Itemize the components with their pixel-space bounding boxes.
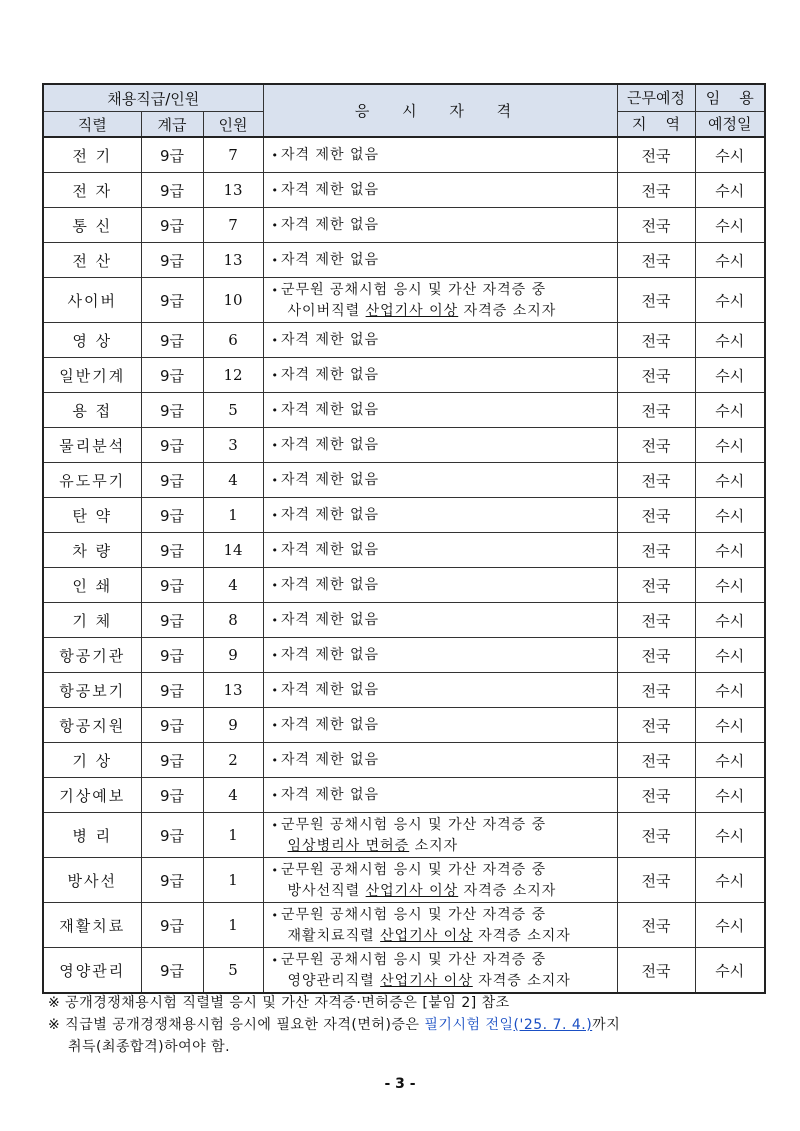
table-row xyxy=(43,813,765,858)
bullet-icon: • xyxy=(271,148,280,162)
count-cell: 4 xyxy=(203,463,263,498)
count-cell: 1 xyxy=(203,498,263,533)
job-cell: 사이버 xyxy=(43,278,141,323)
bullet-icon: • xyxy=(271,508,280,522)
recruitment-table-container xyxy=(42,83,764,994)
bullet-icon: • xyxy=(271,908,280,922)
qualification-underlined: 임상병리사 면허증 xyxy=(287,837,410,854)
qualification-text: 자격 제한 없음 xyxy=(281,576,380,593)
bullet-icon: • xyxy=(271,218,280,232)
grade-cell: 9급 xyxy=(141,813,203,858)
region-cell: 전국 xyxy=(617,137,695,173)
job-cell: 전 자 xyxy=(43,173,141,208)
region-cell: 전국 xyxy=(617,323,695,358)
table-row xyxy=(43,137,765,173)
job-cell: 일반기계 xyxy=(43,358,141,393)
grade-cell: 9급 xyxy=(141,708,203,743)
count-cell: 12 xyxy=(203,358,263,393)
qualification-line-1 xyxy=(272,280,617,301)
job-cell: 인 쇄 xyxy=(43,568,141,603)
qualification-line-1 xyxy=(272,860,617,881)
job-cell: 전 기 xyxy=(43,137,141,173)
table-row xyxy=(43,173,765,208)
count-cell: 3 xyxy=(203,428,263,463)
bullet-icon: • xyxy=(271,578,280,592)
count-cell: 6 xyxy=(203,323,263,358)
count-cell: 4 xyxy=(203,568,263,603)
table-row xyxy=(43,568,765,603)
bullet-icon: • xyxy=(271,283,280,297)
grade-cell: 9급 xyxy=(141,358,203,393)
job-cell: 항공기관 xyxy=(43,638,141,673)
qualification-text: 군무원 공채시험 응시 및 가산 자격증 중 xyxy=(281,861,547,878)
qualification-underlined: 산업기사 이상 xyxy=(365,882,459,899)
grade-cell: 9급 xyxy=(141,778,203,813)
appointment-cell: 수시 xyxy=(695,243,765,278)
appointment-cell: 수시 xyxy=(695,673,765,708)
table-row xyxy=(43,708,765,743)
grade-cell: 9급 xyxy=(141,858,203,903)
appointment-cell: 수시 xyxy=(695,358,765,393)
qualification-text: 군무원 공채시험 응시 및 가산 자격증 중 xyxy=(281,281,547,298)
qualification-cell xyxy=(263,743,617,778)
bullet-icon: • xyxy=(271,863,280,877)
job-cell: 물리분석 xyxy=(43,428,141,463)
qualification-text: 자격 제한 없음 xyxy=(281,681,380,698)
footnote-2-continuation: 취득(최종합격)하여야 함. xyxy=(68,1039,231,1055)
qualification-cell xyxy=(263,533,617,568)
grade-cell: 9급 xyxy=(141,323,203,358)
qualification-cell xyxy=(263,428,617,463)
page-number: - 3 - xyxy=(384,1076,416,1092)
qualification-cell xyxy=(263,813,617,858)
grade-cell: 9급 xyxy=(141,948,203,994)
qualification-line-2 xyxy=(272,836,617,856)
qualification-text: 자격 제한 없음 xyxy=(281,611,380,628)
job-cell: 영 상 xyxy=(43,323,141,358)
qualification-cell xyxy=(263,673,617,708)
grade-cell: 9급 xyxy=(141,568,203,603)
grade-cell: 9급 xyxy=(141,173,203,208)
region-cell: 전국 xyxy=(617,858,695,903)
header-job: 직렬 xyxy=(43,112,141,138)
count-cell: 9 xyxy=(203,708,263,743)
count-cell: 2 xyxy=(203,743,263,778)
region-cell: 전국 xyxy=(617,428,695,463)
count-cell: 13 xyxy=(203,173,263,208)
qualification-line-1 xyxy=(272,950,617,971)
region-cell: 전국 xyxy=(617,278,695,323)
region-cell: 전국 xyxy=(617,948,695,994)
appointment-cell: 수시 xyxy=(695,393,765,428)
bullet-icon: • xyxy=(271,183,280,197)
qualification-line-2 xyxy=(272,926,617,946)
qualification-cell xyxy=(263,323,617,358)
table-row xyxy=(43,743,765,778)
job-cell: 항공지원 xyxy=(43,708,141,743)
job-cell: 차 량 xyxy=(43,533,141,568)
grade-cell: 9급 xyxy=(141,278,203,323)
table-row xyxy=(43,428,765,463)
qualification-cell xyxy=(263,638,617,673)
region-cell: 전국 xyxy=(617,463,695,498)
count-cell: 13 xyxy=(203,243,263,278)
grade-cell: 9급 xyxy=(141,428,203,463)
grade-cell: 9급 xyxy=(141,137,203,173)
bullet-icon: • xyxy=(271,818,280,832)
qualification-cell xyxy=(263,243,617,278)
bullet-icon: • xyxy=(271,613,280,627)
table-row xyxy=(43,533,765,568)
job-cell: 유도무기 xyxy=(43,463,141,498)
qualification-text: 자격 제한 없음 xyxy=(281,436,380,453)
header-appoint-bottom: 예정일 xyxy=(695,112,765,138)
appointment-cell: 수시 xyxy=(695,137,765,173)
table-row xyxy=(43,278,765,323)
grade-cell: 9급 xyxy=(141,498,203,533)
qualification-text: 자격 제한 없음 xyxy=(281,251,380,268)
qualification-cell xyxy=(263,208,617,243)
grade-cell: 9급 xyxy=(141,208,203,243)
qualification-line-1 xyxy=(272,905,617,926)
qualification-text: 자격 제한 없음 xyxy=(281,181,380,198)
qualification-line-2 xyxy=(272,301,617,321)
count-cell: 9 xyxy=(203,638,263,673)
qualification-text-a: 방사선직렬 xyxy=(287,882,366,899)
qualification-text: 자격 제한 없음 xyxy=(281,401,380,418)
appointment-cell: 수시 xyxy=(695,903,765,948)
appointment-cell: 수시 xyxy=(695,278,765,323)
header-group: 채용직급/인원 xyxy=(43,84,263,112)
footnote-2-text-d: 까지 xyxy=(592,1017,621,1033)
table-row xyxy=(43,208,765,243)
qualification-text-a: 재활치료직렬 xyxy=(287,927,381,944)
appointment-cell: 수시 xyxy=(695,813,765,858)
table-row xyxy=(43,903,765,948)
recruitment-table xyxy=(42,83,766,994)
footnote-2 xyxy=(48,1014,768,1036)
header-appoint-top: 임 용 xyxy=(695,84,765,112)
count-cell: 1 xyxy=(203,813,263,858)
appointment-cell: 수시 xyxy=(695,603,765,638)
region-cell: 전국 xyxy=(617,603,695,638)
appointment-cell: 수시 xyxy=(695,638,765,673)
qualification-text: 자격 제한 없음 xyxy=(281,646,380,663)
qualification-cell xyxy=(263,903,617,948)
qualification-cell xyxy=(263,708,617,743)
appointment-cell: 수시 xyxy=(695,428,765,463)
qualification-cell xyxy=(263,393,617,428)
qualification-text-b: 자격증 소지자 xyxy=(472,972,571,989)
appointment-cell: 수시 xyxy=(695,173,765,208)
qualification-text-a: 사이버직렬 xyxy=(287,302,366,319)
region-cell: 전국 xyxy=(617,498,695,533)
qualification-text-b: 소지자 xyxy=(409,837,459,854)
qualification-cell xyxy=(263,358,617,393)
qualification-text-b: 자격증 소지자 xyxy=(458,882,557,899)
region-cell: 전국 xyxy=(617,533,695,568)
region-cell: 전국 xyxy=(617,208,695,243)
qualification-text: 자격 제한 없음 xyxy=(281,751,380,768)
count-cell: 4 xyxy=(203,778,263,813)
qualification-text: 자격 제한 없음 xyxy=(281,331,380,348)
region-cell: 전국 xyxy=(617,708,695,743)
grade-cell: 9급 xyxy=(141,393,203,428)
header-qualification: 응 시 자 격 xyxy=(263,84,617,137)
qualification-text: 자격 제한 없음 xyxy=(281,716,380,733)
header-count: 인원 xyxy=(203,112,263,138)
grade-cell: 9급 xyxy=(141,603,203,638)
bullet-icon: • xyxy=(271,788,280,802)
qualification-cell xyxy=(263,568,617,603)
qualification-text: 자격 제한 없음 xyxy=(281,146,380,163)
qualification-text: 군무원 공채시험 응시 및 가산 자격증 중 xyxy=(281,906,547,923)
appointment-cell: 수시 xyxy=(695,858,765,903)
region-cell: 전국 xyxy=(617,638,695,673)
appointment-cell: 수시 xyxy=(695,778,765,813)
table-row xyxy=(43,498,765,533)
qualification-underlined: 산업기사 이상 xyxy=(380,972,473,989)
appointment-cell: 수시 xyxy=(695,533,765,568)
qualification-text-b: 자격증 소지자 xyxy=(458,302,557,319)
qualification-text: 자격 제한 없음 xyxy=(281,786,380,803)
job-cell: 기상예보 xyxy=(43,778,141,813)
qualification-line-2 xyxy=(272,881,617,901)
table-row xyxy=(43,778,765,813)
region-cell: 전국 xyxy=(617,778,695,813)
job-cell: 영양관리 xyxy=(43,948,141,994)
region-cell: 전국 xyxy=(617,568,695,603)
job-cell: 방사선 xyxy=(43,858,141,903)
qualification-cell xyxy=(263,137,617,173)
count-cell: 5 xyxy=(203,948,263,994)
count-cell: 14 xyxy=(203,533,263,568)
qualification-text: 자격 제한 없음 xyxy=(281,471,380,488)
region-cell: 전국 xyxy=(617,243,695,278)
qualification-cell xyxy=(263,603,617,638)
grade-cell: 9급 xyxy=(141,673,203,708)
grade-cell: 9급 xyxy=(141,243,203,278)
table-row xyxy=(43,393,765,428)
header-region-top: 근무예정 xyxy=(617,84,695,112)
count-cell: 7 xyxy=(203,137,263,173)
grade-cell: 9급 xyxy=(141,743,203,778)
table-row xyxy=(43,463,765,498)
qualification-cell xyxy=(263,778,617,813)
qualification-underlined: 산업기사 이상 xyxy=(365,302,459,319)
table-row xyxy=(43,603,765,638)
grade-cell: 9급 xyxy=(141,638,203,673)
count-cell: 8 xyxy=(203,603,263,638)
qualification-line-1 xyxy=(272,815,617,836)
region-cell: 전국 xyxy=(617,173,695,208)
job-cell: 병 리 xyxy=(43,813,141,858)
qualification-cell xyxy=(263,463,617,498)
qualification-cell xyxy=(263,498,617,533)
qualification-text: 군무원 공채시험 응시 및 가산 자격증 중 xyxy=(281,816,547,833)
qualification-text-b: 자격증 소지자 xyxy=(472,927,571,944)
footnote-1: ※ 공개경쟁채용시험 직렬별 응시 및 가산 자격증·면허증은 [붙임 2] 참조 xyxy=(48,995,510,1011)
region-cell: 전국 xyxy=(617,743,695,778)
bullet-icon: • xyxy=(271,718,280,732)
count-cell: 7 xyxy=(203,208,263,243)
region-cell: 전국 xyxy=(617,393,695,428)
qualification-cell xyxy=(263,173,617,208)
job-cell: 항공보기 xyxy=(43,673,141,708)
grade-cell: 9급 xyxy=(141,903,203,948)
table-row xyxy=(43,243,765,278)
table-row xyxy=(43,323,765,358)
footnote-2-text-a: ※ 직급별 공개경쟁채용시험 응시에 필요한 자격(면허)증은 xyxy=(48,1017,425,1033)
job-cell: 전 산 xyxy=(43,243,141,278)
grade-cell: 9급 xyxy=(141,533,203,568)
appointment-cell: 수시 xyxy=(695,323,765,358)
count-cell: 1 xyxy=(203,903,263,948)
bullet-icon: • xyxy=(271,473,280,487)
appointment-cell: 수시 xyxy=(695,498,765,533)
appointment-cell: 수시 xyxy=(695,948,765,994)
job-cell: 기 상 xyxy=(43,743,141,778)
bullet-icon: • xyxy=(271,368,280,382)
qualification-text: 자격 제한 없음 xyxy=(281,366,380,383)
qualification-cell xyxy=(263,858,617,903)
bullet-icon: • xyxy=(271,253,280,267)
qualification-line-2 xyxy=(272,971,617,991)
job-cell: 용 접 xyxy=(43,393,141,428)
qualification-cell xyxy=(263,278,617,323)
table-body xyxy=(43,137,765,993)
table-row xyxy=(43,948,765,994)
footnotes xyxy=(48,992,768,1058)
count-cell: 5 xyxy=(203,393,263,428)
grade-cell: 9급 xyxy=(141,463,203,498)
count-cell: 1 xyxy=(203,858,263,903)
bullet-icon: • xyxy=(271,753,280,767)
region-cell: 전국 xyxy=(617,903,695,948)
job-cell: 탄 약 xyxy=(43,498,141,533)
table-row xyxy=(43,858,765,903)
table-row xyxy=(43,673,765,708)
appointment-cell: 수시 xyxy=(695,208,765,243)
table-row xyxy=(43,358,765,393)
bullet-icon: • xyxy=(271,403,280,417)
appointment-cell: 수시 xyxy=(695,743,765,778)
qualification-underlined: 산업기사 이상 xyxy=(380,927,473,944)
appointment-cell: 수시 xyxy=(695,568,765,603)
bullet-icon: • xyxy=(271,953,280,967)
job-cell: 재활치료 xyxy=(43,903,141,948)
header-region-bottom: 지 역 xyxy=(617,112,695,138)
count-cell: 13 xyxy=(203,673,263,708)
footnote-2-date: ('25. 7. 4.) xyxy=(513,1017,593,1033)
appointment-cell: 수시 xyxy=(695,463,765,498)
region-cell: 전국 xyxy=(617,813,695,858)
bullet-icon: • xyxy=(271,543,280,557)
bullet-icon: • xyxy=(271,333,280,347)
qualification-text: 군무원 공채시험 응시 및 가산 자격증 중 xyxy=(281,951,547,968)
bullet-icon: • xyxy=(271,648,280,662)
bullet-icon: • xyxy=(271,438,280,452)
qualification-cell xyxy=(263,948,617,994)
region-cell: 전국 xyxy=(617,358,695,393)
bullet-icon: • xyxy=(271,683,280,697)
region-cell: 전국 xyxy=(617,673,695,708)
qualification-text-a: 영양관리직렬 xyxy=(287,972,381,989)
count-cell: 10 xyxy=(203,278,263,323)
qualification-text: 자격 제한 없음 xyxy=(281,506,380,523)
job-cell: 통 신 xyxy=(43,208,141,243)
qualification-text: 자격 제한 없음 xyxy=(281,216,380,233)
footnote-2-highlight: 필기시험 전일 xyxy=(424,1017,514,1033)
job-cell: 기 체 xyxy=(43,603,141,638)
appointment-cell: 수시 xyxy=(695,708,765,743)
qualification-text: 자격 제한 없음 xyxy=(281,541,380,558)
table-row xyxy=(43,638,765,673)
header-grade: 계급 xyxy=(141,112,203,138)
